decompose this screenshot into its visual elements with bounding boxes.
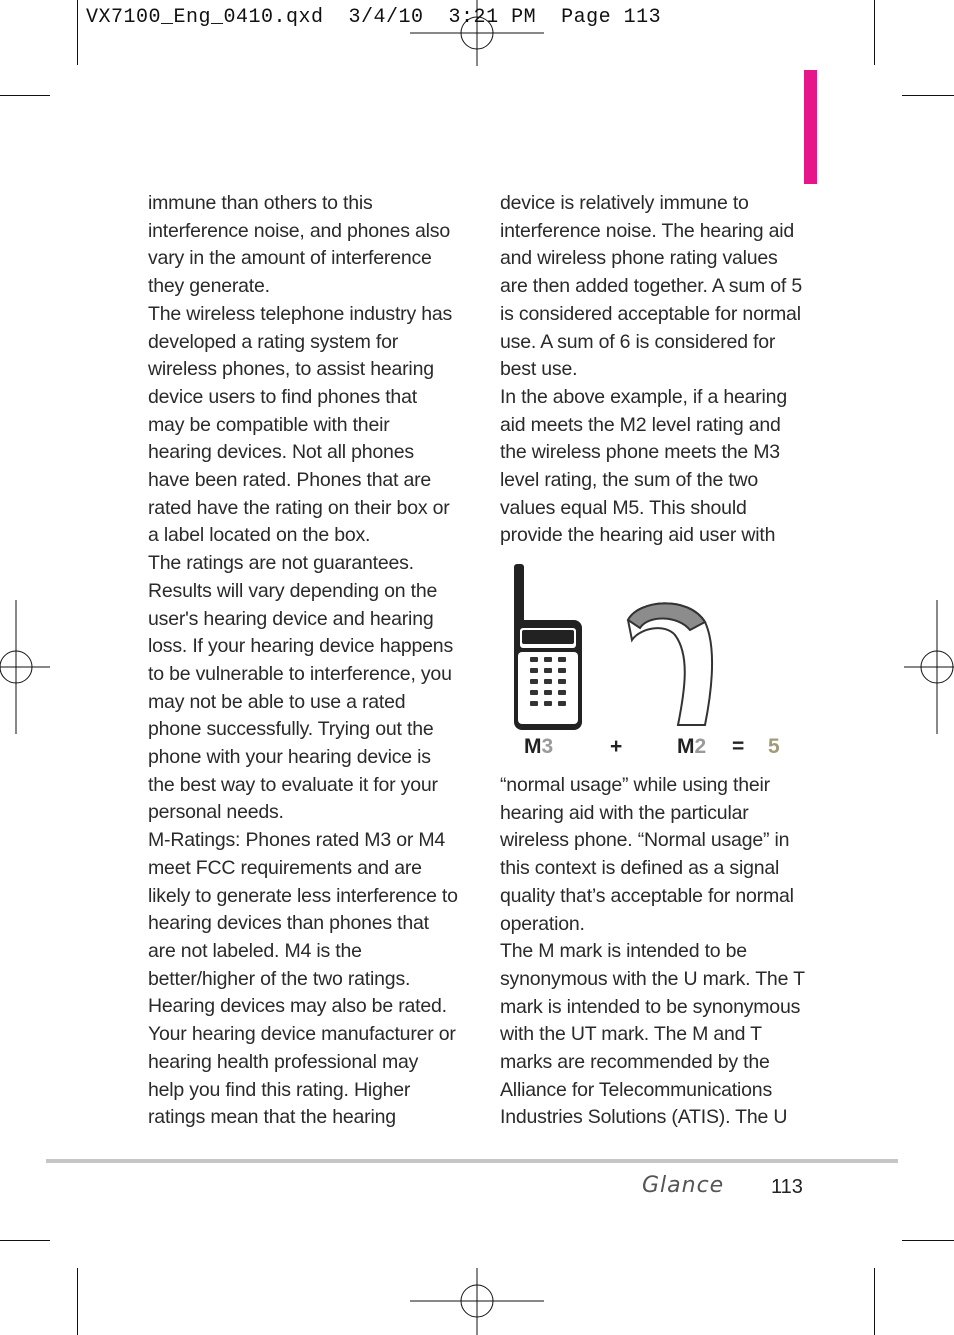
paragraph: “normal usage” while using their hearing aid with the particular wireless phone. “Normal usage” in this context is defined as a signal quality that’s acceptable for normal operation.	[500, 774, 794, 935]
registration-mark-top	[410, 0, 544, 66]
crop-mark	[77, 1268, 78, 1335]
sum-value: 5	[768, 735, 780, 758]
plus-sign: +	[610, 735, 623, 758]
cell-phone-icon	[514, 564, 582, 730]
aid-rating-letter: M	[677, 735, 695, 758]
crop-mark	[902, 95, 954, 96]
section-tab	[804, 70, 817, 184]
page-number: 113	[771, 1176, 803, 1198]
phone-rating-digit: 3	[541, 735, 554, 758]
print-header: VX7100_Eng_0410.qxd 3/4/10 3:21 PM Page 113	[86, 6, 662, 29]
paragraph: The wireless telephone industry has developed a rating system for wireless phones, to assist hearing device users to find phones that may be compatible with their hearing devices. Not all phones have been rated. Phones that are rated have the rating on their box or a label located on the box.	[148, 302, 453, 547]
phone-rating-letter: M	[524, 735, 542, 758]
registration-mark-left	[0, 600, 50, 734]
right-column-top	[500, 190, 810, 550]
registration-mark-bottom	[410, 1268, 544, 1335]
paragraph: In the above example, if a hearing aid meets the M2 level rating and the wireless phone meets the M3 level rating, the sum of the two values equal M5. This should provide the hearing aid user with	[500, 385, 787, 547]
crop-mark	[874, 1268, 875, 1335]
right-column-bottom	[500, 772, 810, 1132]
footer-rule	[46, 1159, 898, 1163]
aid-rating-digit: 2	[694, 735, 707, 758]
paragraph: M-Ratings: Phones rated M3 or M4 meet FCC requirements and are likely to generate less interference to hearing devices than phones that are not labeled. M4 is the better/higher of the two ratings. Hearing devices may also be rated. Your hearing device manufacturer or hearing health professional may help you find this rating. Higher ratings mean that the hearing	[148, 829, 458, 1129]
hearing-aid-icon	[628, 603, 712, 725]
registration-mark-right	[904, 600, 954, 734]
crop-mark	[0, 95, 50, 96]
paragraph: device is relatively immune to interference noise. The hearing aid and wireless phone rating values are then added together. A sum of 5 is considered acceptable for normal use. A sum of 6 is considered for best use.	[500, 192, 802, 381]
crop-mark	[874, 0, 875, 65]
brand-logo: Glance	[642, 1173, 725, 1198]
crop-mark	[0, 1240, 50, 1241]
paragraph: The M mark is intended to be synonymous with the U mark. The T mark is intended to be synonymous with the UT mark. The M and T marks are recommended by the Alliance for Telecommunications Industries Solutions (ATIS). The U	[500, 940, 805, 1129]
equals-sign: =	[732, 735, 745, 758]
paragraph: immune than others to this interference noise, and phones also vary in the amount of interference they generate.	[148, 192, 450, 298]
crop-mark	[902, 1240, 954, 1241]
paragraph: The ratings are not guarantees. Results will vary depending on the user's hearing device and hearing loss. If your hearing device happens to be vulnerable to interference, you may not be able to use a rated phone successfully. Trying out the phone with your hearing device is the best way to evaluate it for your personal needs.	[148, 552, 453, 824]
left-column	[148, 190, 458, 1132]
crop-mark	[77, 0, 78, 65]
